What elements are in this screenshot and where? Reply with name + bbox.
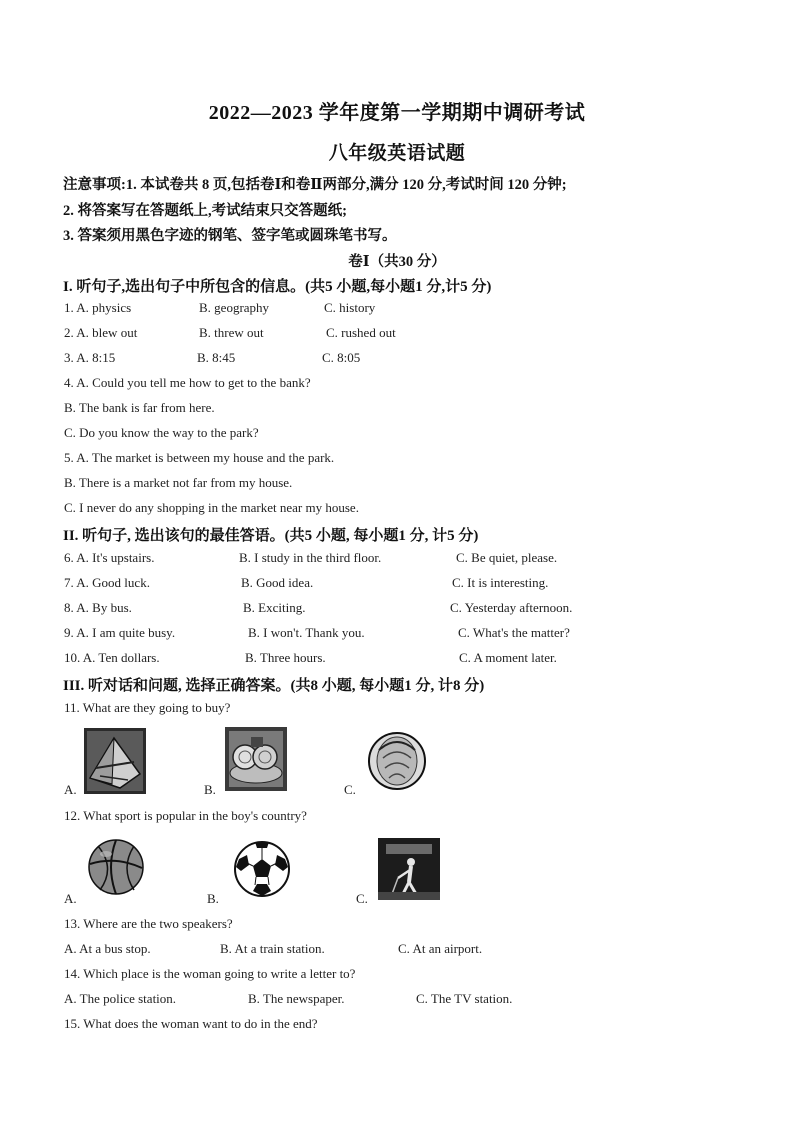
option-3b: B. 8:45 xyxy=(197,350,236,365)
option-4a: 4. A. Could you tell me how to get to the bank? xyxy=(64,375,311,390)
question-14: 14. Which place is the woman going to write a letter to? xyxy=(64,966,356,981)
option-14a: A. The police station. xyxy=(64,991,177,1006)
option-8c: C. Yesterday afternoon. xyxy=(450,600,573,615)
question-11: 11. What are they going to buy? xyxy=(64,700,231,715)
option-9b: B. I won't. Thank you. xyxy=(248,625,365,640)
question-15: 15. What does the woman want to do in the end? xyxy=(64,1016,318,1031)
option-8b: B. Exciting. xyxy=(243,600,306,615)
option-5a: 5. A. The market is between my house and the park. xyxy=(64,450,335,465)
option-13b: B. At a train station. xyxy=(220,941,325,956)
notice-line-1: 注意事项:1. 本试卷共 8 页,包括卷Ⅰ和卷Ⅱ两部分,满分 120 分,考试时间 120 分钟; xyxy=(63,177,567,193)
section-1-title: I. 听句子,选出句子中所包含的信息。(共5 小题,每小题1 分,计5 分) xyxy=(63,279,492,295)
option-6a: 6. A. It's upstairs. xyxy=(64,550,155,565)
option-2c: C. rushed out xyxy=(326,325,396,340)
q11-label-b: B. xyxy=(204,782,216,797)
notice-line-2: 2. 将答案写在答题纸上,考试结束只交答题纸; xyxy=(63,203,347,219)
zongzi-icon xyxy=(84,728,146,794)
option-9c: C. What's the matter? xyxy=(458,625,570,640)
basketball-icon xyxy=(86,838,146,896)
q11-label-c: C. xyxy=(344,782,356,797)
q12-label-a: A. xyxy=(64,891,77,906)
mooncake-icon xyxy=(225,727,287,791)
q11-label-a: A. xyxy=(64,782,77,797)
option-3c: C. 8:05 xyxy=(322,350,361,365)
notice-line-3: 3. 答案须用黑色字迹的钢笔、签字笔或圆珠笔书写。 xyxy=(63,228,397,244)
option-10a: 10. A. Ten dollars. xyxy=(64,650,160,665)
option-1b: B. geography xyxy=(199,300,270,315)
q12-label-b: B. xyxy=(207,891,219,906)
option-13c: C. At an airport. xyxy=(398,941,483,956)
option-1c: C. history xyxy=(324,300,376,315)
option-2b: B. threw out xyxy=(199,325,264,340)
option-1a: 1. A. physics xyxy=(64,300,132,315)
option-5c: C. I never do any shopping in the market near my house. xyxy=(64,500,359,515)
option-6c: C. Be quiet, please. xyxy=(456,550,558,565)
section-2-title: II. 听句子, 选出该句的最佳答语。(共5 小题, 每小题1 分, 计5 分) xyxy=(63,528,479,544)
option-14c: C. The TV station. xyxy=(416,991,513,1006)
option-7a: 7. A. Good luck. xyxy=(64,575,150,590)
option-13a: A. At a bus stop. xyxy=(64,941,151,956)
option-10b: B. Three hours. xyxy=(245,650,326,665)
q12-label-c: C. xyxy=(356,891,368,906)
option-5b: B. There is a market not far from my house. xyxy=(64,475,293,490)
option-10c: C. A moment later. xyxy=(459,650,557,665)
page-subtitle: 八年级英语试题 xyxy=(328,143,466,164)
option-8a: 8. A. By bus. xyxy=(64,600,132,615)
option-4b: B. The bank is far from here. xyxy=(64,400,215,415)
volume-title: 卷Ⅰ（共30 分） xyxy=(348,254,446,270)
option-4c: C. Do you know the way to the park? xyxy=(64,425,259,440)
option-7c: C. It is interesting. xyxy=(452,575,549,590)
option-3a: 3. A. 8:15 xyxy=(64,350,116,365)
question-13: 13. Where are the two speakers? xyxy=(64,916,233,931)
option-6b: B. I study in the third floor. xyxy=(239,550,382,565)
question-12: 12. What sport is popular in the boy's country? xyxy=(64,808,307,823)
section-3-title: III. 听对话和问题, 选择正确答案。(共8 小题, 每小题1 分, 计8 分) xyxy=(63,678,485,694)
option-14b: B. The newspaper. xyxy=(248,991,345,1006)
page-title: 2022—2023 学年度第一学期期中调研考试 xyxy=(208,102,586,124)
option-7b: B. Good idea. xyxy=(241,575,314,590)
option-2a: 2. A. blew out xyxy=(64,325,138,340)
dumpling-icon xyxy=(365,730,429,792)
soccer-ball-icon xyxy=(233,839,291,899)
option-9a: 9. A. I am quite busy. xyxy=(64,625,176,640)
golf-icon xyxy=(378,838,440,900)
